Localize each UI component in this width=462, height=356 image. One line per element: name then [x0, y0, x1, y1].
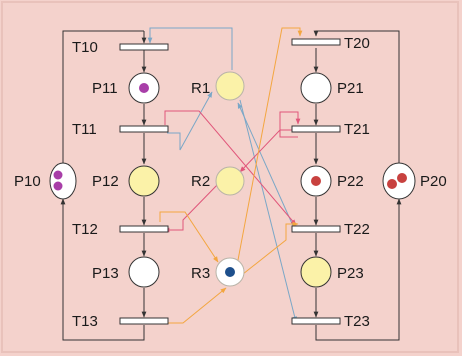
- token-R3: [225, 267, 235, 277]
- label-T21: T21: [344, 121, 370, 138]
- transition-T20: [292, 39, 340, 45]
- arc-R3-to-T20: [238, 28, 300, 260]
- label-P20: P20: [420, 173, 447, 190]
- label-T11: T11: [72, 121, 97, 138]
- arc-T11-to-R1: [167, 92, 212, 150]
- label-P23: P23: [337, 265, 364, 282]
- label-R3: R3: [191, 265, 211, 282]
- arc-R2-to-T21: [280, 112, 298, 137]
- token-P11: [139, 83, 149, 93]
- arc-T12-to-R3: [160, 212, 218, 262]
- label-T10: T10: [72, 39, 98, 56]
- label-T20: T20: [344, 35, 370, 52]
- token-P22: [311, 176, 321, 186]
- arc-T21-to-R2: [240, 130, 296, 172]
- arc-T13-to-R3: [164, 288, 226, 323]
- transition-T11: [120, 126, 168, 132]
- label-P10: P10: [14, 173, 41, 190]
- place-P21: [301, 73, 331, 103]
- label-T12: T12: [72, 221, 98, 238]
- place-P13: [129, 257, 159, 287]
- token-P20-b: [397, 173, 407, 183]
- transition-T12: [120, 226, 168, 232]
- place-R1: [216, 72, 244, 100]
- label-P12: P12: [92, 173, 119, 190]
- token-P10-a: [54, 171, 63, 180]
- transition-T22: [292, 226, 340, 232]
- label-P22: P22: [337, 173, 364, 190]
- label-R2: R2: [191, 173, 211, 190]
- label-R1: R1: [191, 80, 211, 97]
- label-T22: T22: [344, 221, 370, 238]
- label-P11: P11: [92, 80, 118, 97]
- token-P10-b: [54, 182, 63, 191]
- place-R2: [216, 167, 244, 195]
- label-T23: T23: [344, 313, 370, 330]
- place-P23: [301, 257, 331, 287]
- label-T13: T13: [72, 313, 98, 330]
- transition-T10: [120, 44, 168, 50]
- arc-R3-to-T22: [238, 224, 298, 278]
- place-P10: [50, 163, 76, 199]
- transition-T21: [292, 126, 340, 132]
- place-P12: [129, 166, 159, 196]
- transition-T13: [120, 318, 168, 324]
- label-P21: P21: [337, 80, 364, 97]
- token-P20-a: [387, 179, 397, 189]
- transition-T23: [292, 318, 340, 324]
- label-P13: P13: [92, 265, 119, 282]
- arc-R1-to-T23: [240, 100, 296, 322]
